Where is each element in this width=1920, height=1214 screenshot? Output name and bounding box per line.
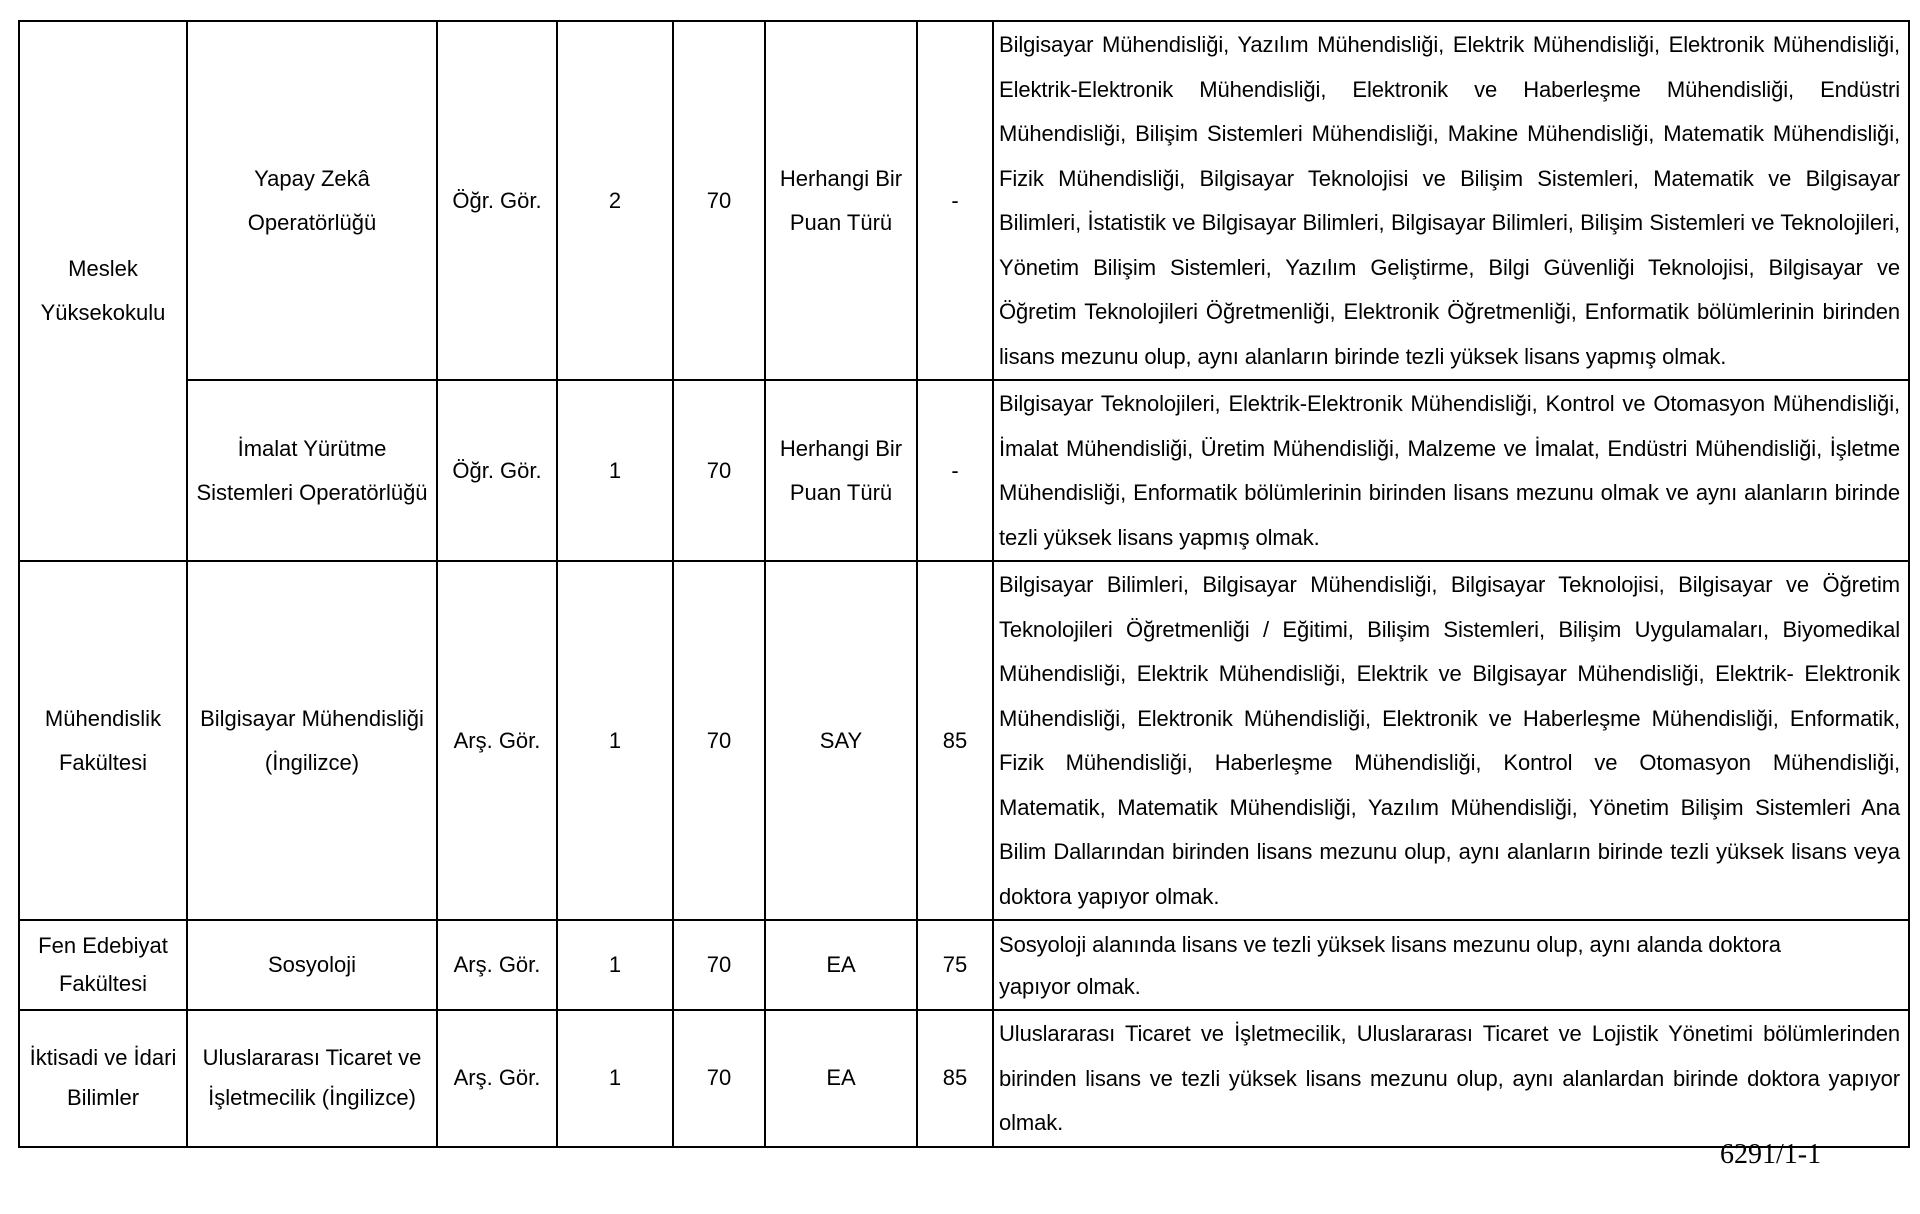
program-cell [187, 1010, 437, 1147]
table-row [19, 21, 1909, 380]
ales-cell: 70 [673, 21, 765, 380]
faculty-line: Yüksekokulu [40, 300, 166, 325]
faculty-line: Bilimler [66, 1085, 140, 1111]
faculty-cell [19, 1010, 187, 1147]
faculty-line: Meslek [68, 256, 138, 281]
requirements-cell [993, 920, 1909, 1010]
score-type-cell [765, 21, 917, 380]
faculty-line: Fakültesi [58, 749, 148, 775]
score-type-cell: EA [765, 920, 917, 1010]
score-type-line: Herhangi Bir [779, 435, 903, 461]
requirements-cell: Bilgisayar Teknolojileri, Elektrik-Elektronik Mühendisliği, Kontrol ve Otomasyon Mühendisliği, İmalat Mühendisliği, Üretim Mühendisliği, Malzeme ve İmalat, Endüstri Mühendisliği, İşletme Mühendisliği, Enformatik bölümlerinin birinden lisans mezunu olmak ve aynı alanların birinde tezli yüksek lisans yapmış olmak. [993, 380, 1909, 561]
program-line: İmalat Yürütme [237, 435, 387, 461]
program-line: Sistemleri Operatörlüğü [196, 479, 428, 505]
count-cell: 1 [557, 380, 673, 561]
score-type-cell: SAY [765, 561, 917, 920]
program-line: Uluslararası Ticaret ve [202, 1045, 422, 1071]
ales-cell: 70 [673, 380, 765, 561]
program-line: Yapay Zekâ [254, 165, 370, 191]
count-cell: 1 [557, 1010, 673, 1147]
language-score-cell: 75 [917, 920, 993, 1010]
language-score-cell: 85 [917, 1010, 993, 1147]
faculty-line: Mühendislik [44, 705, 162, 731]
language-score-cell: - [917, 380, 993, 561]
requirements-line: Sosyoloji alanında lisans ve tezli yüksek lisans mezunu olup, aynı alanda doktora [999, 931, 1781, 957]
count-cell: 2 [557, 21, 673, 380]
faculty-line: İktisadi ve İdari [29, 1045, 177, 1071]
language-score-cell: 85 [917, 561, 993, 920]
program-cell: Sosyoloji [187, 920, 437, 1010]
requirements-cell: Uluslararası Ticaret ve İşletmecilik, Uluslararası Ticaret ve Lojistik Yönetimi bölümlerinden birinden lisans ve tezli yüksek lisans mezunu olup, aynı alanlardan birinde doktora yapıyor olmak. [993, 1010, 1909, 1147]
program-line: İşletmecilik (İngilizce) [208, 1085, 416, 1111]
score-type-line: Puan Türü [789, 209, 893, 235]
score-type-line: Herhangi Bir [779, 165, 903, 191]
title-cell: Öğr. Gör. [437, 21, 557, 380]
program-cell [187, 21, 437, 380]
table-row [19, 1010, 1909, 1147]
requirements-cell: Bilgisayar Mühendisliği, Yazılım Mühendisliği, Elektrik Mühendisliği, Elektronik Mühendisliği, Elektrik-Elektronik Mühendisliği, Elektronik ve Haberleşme Mühendisliği, Endüstri Mühendisliği, Bilişim Sistemleri Mühendisliği, Makine Mühendisliği, Matematik Mühendisliği, Fizik Mühendisliği, Bilgisayar Teknolojisi ve Bilişim Sistemleri, Matematik ve Bilgisayar Bilimleri, İstatistik ve Bilgisayar Bilimleri, Bilgisayar Bilimleri, Bilişim Sistemleri ve Teknolojileri, Yönetim Bilişim Sistemleri, Yazılım Geliştirme, Bilgi Güvenliği Teknolojisi, Bilgisayar ve Öğretim Teknolojileri Öğretmenliği, Elektronik Öğretmenliği, Enformatik bölümlerinin birinden lisans mezunu olup, aynı alanların birinde tezli yüksek lisans yapmış olmak. [993, 21, 1909, 380]
program-line: Bilgisayar Mühendisliği [200, 705, 424, 731]
table-row [19, 380, 1909, 561]
count-cell: 1 [557, 561, 673, 920]
title-cell: Arş. Gör. [437, 561, 557, 920]
score-type-line: Puan Türü [789, 479, 893, 505]
ales-cell: 70 [673, 561, 765, 920]
title-cell: Arş. Gör. [437, 920, 557, 1010]
ales-cell: 70 [673, 1010, 765, 1147]
language-score-cell: - [917, 21, 993, 380]
faculty-cell [19, 21, 187, 561]
program-cell [187, 380, 437, 561]
ales-cell: 70 [673, 920, 765, 1010]
page-code: 6291/1-1 [1720, 1139, 1822, 1170]
program-line: Operatörlüğü [247, 209, 377, 235]
title-cell: Öğr. Gör. [437, 380, 557, 561]
table-row [19, 920, 1909, 1010]
requirements-cell: Bilgisayar Bilimleri, Bilgisayar Mühendisliği, Bilgisayar Teknolojisi, Bilgisayar ve Öğretim Teknolojileri Öğretmenliği / Eğitimi, Bilişim Sistemleri, Bilişim Uygulamaları, Biyomedikal Mühendisliği, Elektrik Mühendisliği, Elektrik ve Bilgisayar Mühendisliği, Elektrik- Elektronik Mühendisliği, Elektronik Mühendisliği, Elektronik ve Haberleşme Mühendisliği, Enformatik, Fizik Mühendisliği, Haberleşme Mühendisliği, Kontrol ve Otomasyon Mühendisliği, Matematik, Matematik Mühendisliği, Yazılım Mühendisliği, Yönetim Bilişim Sistemleri Ana Bilim Dallarından birinden lisans mezunu olup, aynı alanların birinde tezli yüksek lisans veya doktora yapıyor olmak. [993, 561, 1909, 920]
score-type-cell [765, 380, 917, 561]
title-cell: Arş. Gör. [437, 1010, 557, 1147]
count-cell: 1 [557, 920, 673, 1010]
program-line: (İngilizce) [264, 749, 360, 775]
requirements-line: yapıyor olmak. [999, 973, 1141, 999]
score-type-cell: EA [765, 1010, 917, 1147]
faculty-cell [19, 920, 187, 1010]
faculty-cell [19, 561, 187, 920]
faculty-line: Fen Edebiyat [38, 933, 168, 958]
program-cell [187, 561, 437, 920]
table-row [19, 561, 1909, 920]
faculty-line: Fakültesi [58, 971, 148, 996]
positions-table [18, 20, 1910, 1148]
